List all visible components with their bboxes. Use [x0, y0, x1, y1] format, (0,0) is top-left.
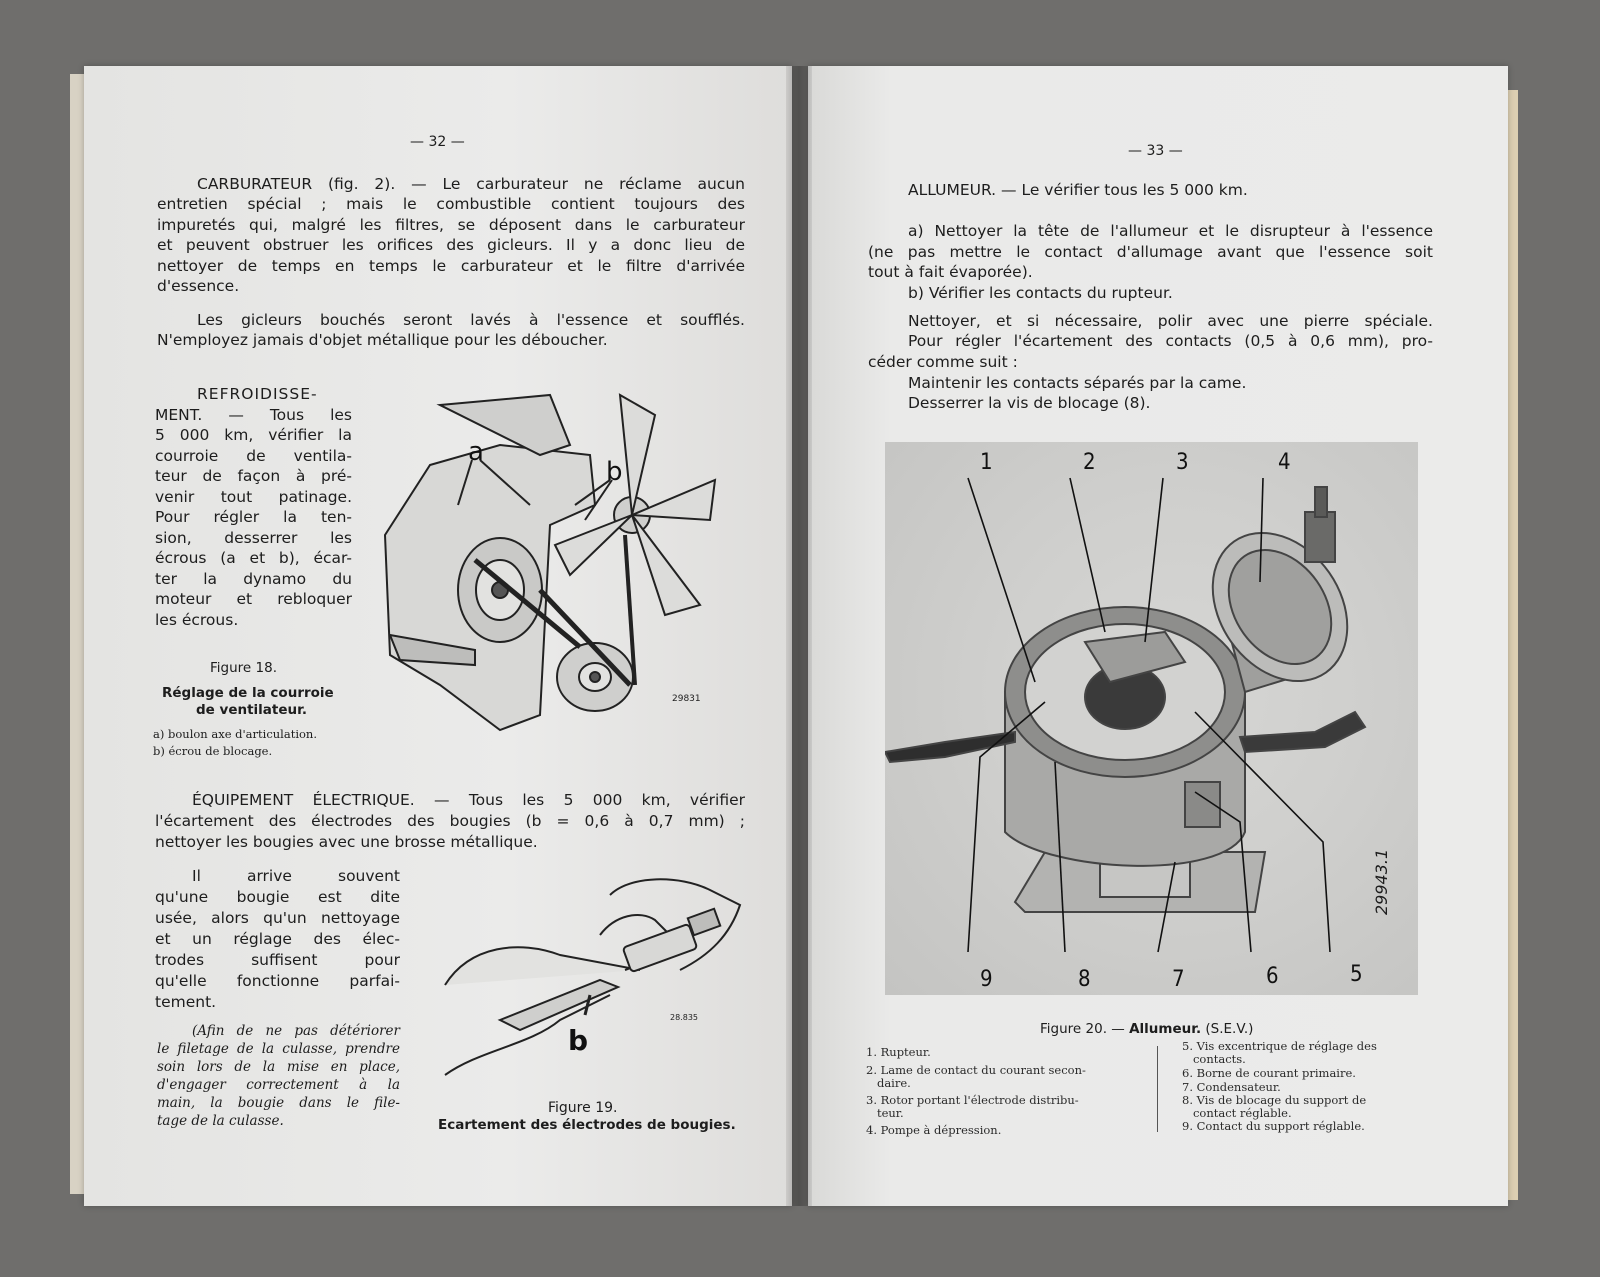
allumeur-title: ALLUMEUR. — Le vérifier tous les 5 000 km. — [908, 181, 1248, 199]
text-line: nettoyer les bougies avec une brosse métallique. — [155, 833, 538, 851]
text-line: tout à fait évaporée). — [868, 263, 1033, 281]
legend-divider — [1157, 1046, 1158, 1132]
text-line: Desserrer la vis de blocage (8). — [908, 394, 1151, 412]
legend-line: 4. Pompe à dépression. — [866, 1123, 1002, 1137]
legend-line: teur. — [866, 1106, 904, 1120]
figure-20-ref-number: 29943.1 — [1372, 848, 1391, 915]
text-line: Il arrive souvent — [192, 867, 400, 885]
text-line: impuretés qui, malgré les filtres, se déposent dans le carburateur — [157, 216, 745, 234]
callout-9: 9 — [980, 967, 993, 992]
text-line: Pour régler l'écartement des contacts (0,5 à 0,6 mm), pro- — [908, 332, 1433, 350]
text-line: teur de façon à pré- — [155, 467, 352, 485]
legend-line: 8. Vis de blocage du support de — [1182, 1093, 1367, 1107]
text-line: CARBURATEUR (fig. 2). — Le carburateur ne réclame aucun — [197, 175, 745, 193]
text-line: Les gicleurs bouchés seront lavés à l'essence et soufflés. — [197, 311, 745, 329]
legend-line: 5. Vis excentrique de réglage des — [1182, 1039, 1377, 1053]
figure-20-caption — [1040, 1019, 1253, 1040]
text-line: céder comme suit : — [868, 353, 1018, 371]
figure-20-label: Figure 20. — — [1040, 1021, 1130, 1037]
figure-19-title: Ecartement des électrodes de bougies. — [438, 1117, 736, 1133]
text-line: usée, alors qu'un nettoyage — [155, 909, 400, 927]
text-line: MENT. — Tous les — [155, 406, 352, 424]
text-line: (Afin de ne pas détériorer — [192, 1023, 400, 1039]
text-line: tage de la culasse. — [157, 1113, 284, 1129]
text-line: nettoyer de temps en temps le carburateur et le filtre d'arrivée — [157, 257, 745, 275]
figure-18-legend-a: a) boulon axe d'articulation. — [153, 727, 317, 741]
text-line: sion, desserrer les — [155, 529, 352, 547]
figure-19-spark-plug-illustration — [440, 875, 750, 1090]
callout-2: 2 — [1083, 450, 1096, 475]
text-line: courroie de ventila- — [155, 447, 352, 465]
text-line: et peuvent obstruer les orifices des gicleurs. Il y a donc lieu de — [157, 236, 745, 254]
figure-18-ref-number: 29831 — [672, 694, 701, 704]
text-line: soin lors de la mise en place, — [157, 1059, 400, 1075]
text-line: et un réglage des élec- — [155, 930, 400, 948]
text-line: venir tout patinage. — [155, 488, 352, 506]
text-line: moteur et rebloquer — [155, 590, 352, 608]
text-line: N'employez jamais d'objet métallique pour les déboucher. — [157, 331, 608, 349]
page-number-left: — 32 — — [410, 134, 465, 150]
text-line: ÉQUIPEMENT ÉLECTRIQUE. — Tous les 5 000 km, vérifier — [192, 791, 745, 809]
callout-3: 3 — [1176, 450, 1189, 475]
callout-5: 5 — [1350, 962, 1363, 987]
text-line: trodes suffisent pour — [155, 951, 400, 969]
legend-line: daire. — [866, 1076, 911, 1090]
legend-line: 6. Borne de courant primaire. — [1182, 1066, 1356, 1080]
text-line: le filetage de la culasse, prendre — [157, 1041, 400, 1057]
figure-18-title-line2: de ventilateur. — [196, 702, 307, 718]
figure-18-fan-belt-illustration — [380, 385, 725, 755]
legend-line: 7. Condensateur. — [1182, 1080, 1281, 1094]
legend-line: contact réglable. — [1182, 1106, 1292, 1120]
text-line: main, la bougie dans le file- — [157, 1095, 400, 1111]
callout-8: 8 — [1078, 967, 1091, 992]
callout-6: 6 — [1266, 964, 1279, 989]
text-line: l'écartement des électrodes des bougies (b = 0,6 à 0,7 mm) ; — [155, 812, 745, 830]
legend-line: 2. Lame de contact du courant secon- — [866, 1063, 1086, 1077]
callout-b: b — [606, 457, 623, 487]
text-line: entretien spécial ; mais le combustible contient toujours des — [157, 195, 745, 213]
text-line: écrous (a et b), écar- — [155, 549, 352, 567]
figure-20-distributor-photo — [885, 442, 1418, 995]
text-line: d'essence. — [157, 277, 240, 295]
text-line: (ne pas mettre le contact d'allumage avant que l'essence soit — [868, 243, 1433, 261]
legend-line: contacts. — [1182, 1052, 1246, 1066]
figure-18-label: Figure 18. — [210, 660, 277, 676]
text-line: qu'une bougie est dite — [155, 888, 400, 906]
legend-line: 1. Rupteur. — [866, 1045, 931, 1059]
callout-1: 1 — [980, 450, 993, 475]
callout-7: 7 — [1172, 967, 1185, 992]
figure-18-title-line1: Réglage de la courroie — [162, 685, 334, 701]
callout-4: 4 — [1278, 450, 1291, 475]
text-line: tement. — [155, 993, 217, 1011]
figure-19-ref-number: 28.835 — [670, 1013, 698, 1022]
text-line: Maintenir les contacts séparés par la came. — [908, 374, 1247, 392]
legend-line: 3. Rotor portant l'électrode distribu- — [866, 1093, 1079, 1107]
figure-18-legend-b: b) écrou de blocage. — [153, 744, 273, 758]
figure-20-suffix: (S.E.V.) — [1201, 1021, 1254, 1037]
text-line: a) Nettoyer la tête de l'allumeur et le disrupteur à l'essence — [908, 222, 1433, 240]
text-line: b) Vérifier les contacts du rupteur. — [908, 284, 1173, 302]
text-line: Nettoyer, et si nécessaire, polir avec une pierre spéciale. — [908, 312, 1433, 330]
figure-19-label: Figure 19. — [548, 1100, 618, 1116]
text-line: Pour régler la ten- — [155, 508, 352, 526]
text-line: 5 000 km, vérifier la — [155, 426, 352, 444]
figure-20-title: Allumeur. — [1129, 1021, 1202, 1037]
page-number-right: — 33 — — [1128, 143, 1183, 159]
legend-line: 9. Contact du support réglable. — [1182, 1119, 1365, 1133]
text-line: REFROIDISSE- — [197, 385, 318, 403]
callout-b-plug: b — [568, 1024, 589, 1057]
text-line: ter la dynamo du — [155, 570, 352, 588]
text-line: d'engager correctement à la — [157, 1077, 400, 1093]
book-gutter — [786, 66, 812, 1206]
text-line: les écrous. — [155, 611, 239, 629]
callout-a: a — [468, 437, 484, 467]
text-line: qu'elle fonctionne parfai- — [155, 972, 400, 990]
